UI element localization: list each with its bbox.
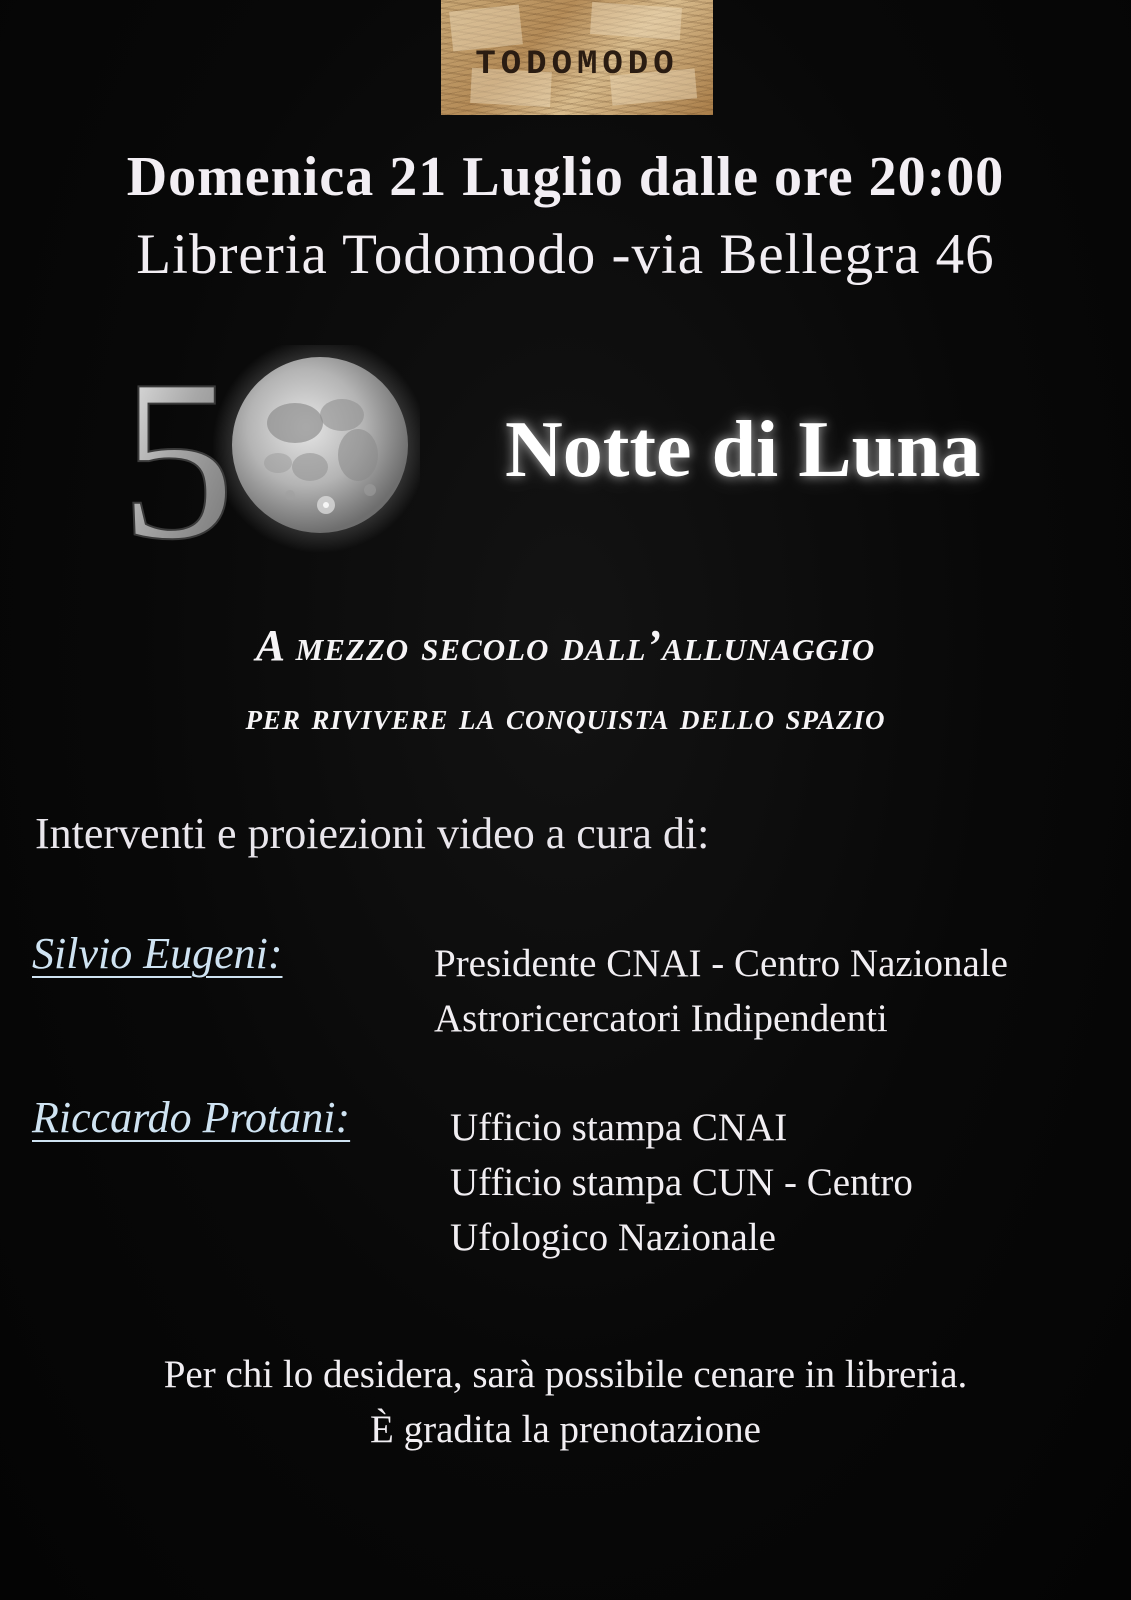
event-title: Notte di Luna	[505, 406, 981, 494]
fifty-years-emblem	[120, 345, 420, 555]
speaker-role: Astroricercatori Indipendenti	[434, 997, 888, 1040]
speaker-roles-riccardo	[450, 1100, 913, 1265]
speaker-role: Presidente CNAI - Centro Nazionale	[434, 942, 1008, 985]
dinner-note: Per chi lo desidera, sarà possibile cenare in libreria.	[163, 1353, 968, 1396]
full-moon-icon	[232, 357, 408, 533]
event-venue: Libreria Todomodo -via Bellegra 46	[136, 223, 995, 286]
todomodo-logo	[441, 0, 713, 115]
speaker-role: Ufologico Nazionale	[450, 1216, 776, 1259]
reservation-note: È gradita la prenotazione	[370, 1408, 761, 1451]
tagline-line-1: A mezzo secolo dall’allunaggio	[255, 621, 876, 670]
speaker-name-riccardo: Riccardo Protani:	[32, 1093, 351, 1142]
fifty-digit-five: 5	[120, 345, 235, 555]
speaker-name-silvio: Silvio Eugeni:	[32, 929, 283, 978]
speaker-roles-silvio	[434, 936, 1008, 1046]
speaker-role: Ufficio stampa CNAI	[450, 1106, 788, 1149]
logo-wordmark: TODOMODO	[475, 45, 679, 84]
event-date: Domenica 21 Luglio dalle ore 20:00	[126, 146, 1005, 208]
speakers-intro: Interventi e proiezioni video a cura di:	[35, 809, 710, 858]
speaker-role: Ufficio stampa CUN - Centro	[450, 1161, 913, 1204]
tagline-line-2: per rivivere la conquista dello spazio	[245, 696, 886, 738]
